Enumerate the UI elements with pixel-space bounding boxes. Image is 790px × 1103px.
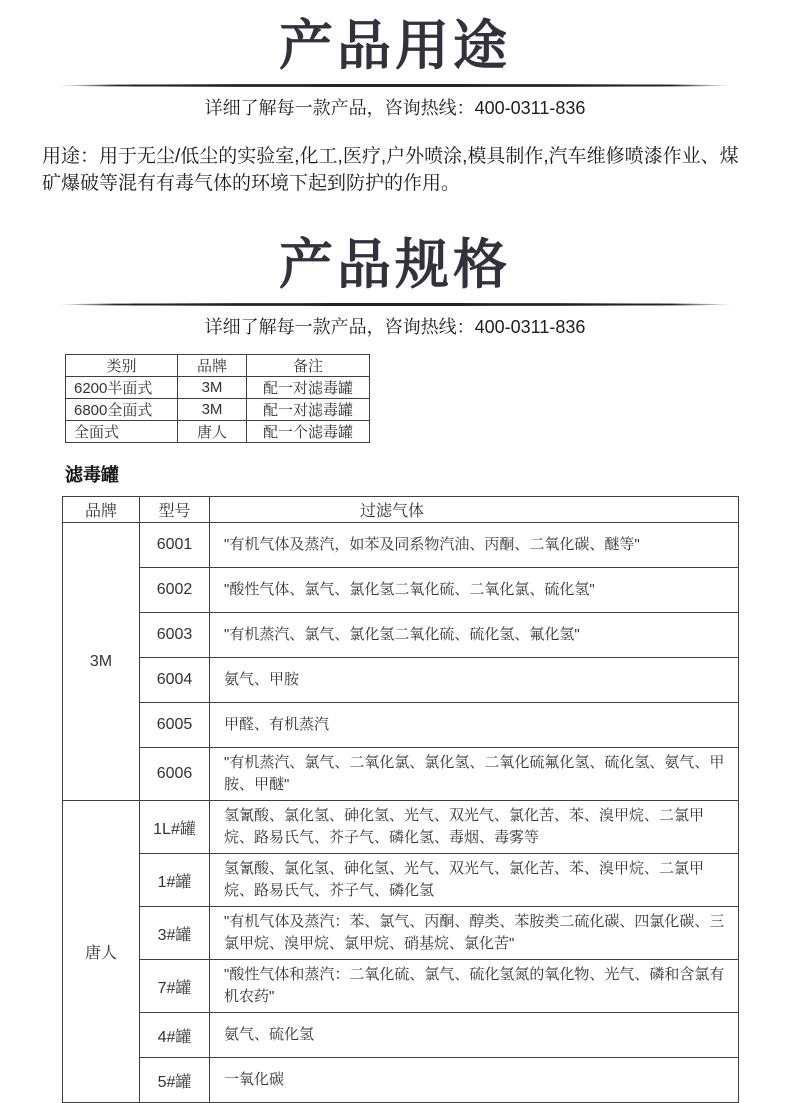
table-header-row bbox=[63, 497, 739, 523]
brand-cell: 唐人 bbox=[63, 801, 140, 1103]
gases-cell: "有机气体及蒸汽，如苯及同系物汽油、丙酮、二氧化碳、醚等" bbox=[210, 523, 739, 568]
model-cell: 6001 bbox=[140, 523, 210, 568]
table-row bbox=[63, 523, 739, 568]
usage-section-title: 产品用途 bbox=[279, 16, 511, 76]
gases-cell: "酸性气体、氯气、氯化氢二氧化硫、二氧化氯、硫化氢" bbox=[210, 568, 739, 613]
header-category: 类别 bbox=[66, 355, 178, 377]
brand-cell: 唐人 bbox=[178, 421, 247, 443]
gases-cell: 一氧化碳 bbox=[210, 1058, 739, 1103]
usage-hotline-text: 详细了解每一款产品，咨询热线：400-0311-836 bbox=[204, 98, 586, 118]
canister-heading: 滤毒罐 bbox=[65, 465, 119, 485]
usage-paragraph: 用途：用于无尘/低尘的实验室,化工,医疗,户外喷涂,模具制作,汽车维修喷漆作业、煤矿爆破等混有有毒气体的环境下起到防护的作用。 bbox=[42, 146, 739, 194]
model-cell: 6004 bbox=[140, 658, 210, 703]
canister-table bbox=[62, 496, 739, 1103]
header-note: 备注 bbox=[247, 355, 370, 377]
gases-cell: 氨气、甲胺 bbox=[210, 658, 739, 703]
model-cell: 7#罐 bbox=[140, 960, 210, 1013]
table-row bbox=[63, 960, 739, 1013]
model-cell: 1#罐 bbox=[140, 854, 210, 907]
model-cell: 1L#罐 bbox=[140, 801, 210, 854]
category-cell: 6200半面式 bbox=[66, 377, 178, 399]
respirator-table bbox=[65, 354, 370, 443]
gases-cell: "酸性气体和蒸汽：二氧化硫、氯气、硫化氢氮的氧化物、光气、磷和含氯有机农药" bbox=[210, 960, 739, 1013]
table-row bbox=[63, 613, 739, 658]
model-cell: 5#罐 bbox=[140, 1058, 210, 1103]
table-row bbox=[66, 377, 370, 399]
model-cell: 6003 bbox=[140, 613, 210, 658]
header-brand: 品牌 bbox=[178, 355, 247, 377]
table-row bbox=[63, 703, 739, 748]
table-row bbox=[63, 1058, 739, 1103]
model-cell: 6002 bbox=[140, 568, 210, 613]
note-cell: 配一对滤毒罐 bbox=[247, 399, 370, 421]
specs-section-title: 产品规格 bbox=[279, 235, 511, 295]
gases-cell: 氢氰酸、氯化氢、砷化氢、光气、双光气、氯化苦、苯、溴甲烷、二氯甲烷、路易氏气、芥子气、磷化氢 bbox=[210, 854, 739, 907]
table-row bbox=[63, 854, 739, 907]
note-cell: 配一个滤毒罐 bbox=[247, 421, 370, 443]
note-cell: 配一对滤毒罐 bbox=[247, 377, 370, 399]
category-cell: 全面式 bbox=[66, 421, 178, 443]
brand-cell: 3M bbox=[63, 523, 140, 801]
header-gases: 过滤气体 bbox=[210, 497, 739, 523]
gases-cell: 氢氰酸、氯化氢、砷化氢、光气、双光气、氯化苦、苯、溴甲烷、二氯甲烷、路易氏气、芥子气、磷化氢、毒烟、毒雾等 bbox=[210, 801, 739, 854]
table-row bbox=[63, 907, 739, 960]
table-row bbox=[63, 658, 739, 703]
table-row bbox=[66, 421, 370, 443]
model-cell: 3#罐 bbox=[140, 907, 210, 960]
gases-cell: 氨气、硫化氢 bbox=[210, 1013, 739, 1058]
table-row bbox=[63, 801, 739, 854]
table-row bbox=[63, 748, 739, 801]
model-cell: 6005 bbox=[140, 703, 210, 748]
gases-cell: "有机蒸汽、氯气、氯化氢二氧化硫、硫化氢、氟化氢" bbox=[210, 613, 739, 658]
brand-cell: 3M bbox=[178, 377, 247, 399]
title-divider bbox=[57, 84, 733, 87]
gases-cell: "有机气体及蒸汽：苯、氯气、丙酮、醇类、苯胺类二硫化碳、四氯化碳、三氯甲烷、溴甲烷、氯甲烷、硝基烷、氯化苦" bbox=[210, 907, 739, 960]
table-header-row bbox=[66, 355, 370, 377]
brand-cell: 3M bbox=[178, 399, 247, 421]
table-row bbox=[63, 1013, 739, 1058]
title-divider bbox=[57, 303, 733, 306]
gases-cell: "有机蒸汽、氯气、二氧化氯、氯化氢、二氧化硫氟化氢、硫化氢、氨气、甲胺、甲醚" bbox=[210, 748, 739, 801]
table-row bbox=[63, 568, 739, 613]
model-cell: 4#罐 bbox=[140, 1013, 210, 1058]
specs-hotline-text: 详细了解每一款产品，咨询热线：400-0311-836 bbox=[204, 317, 586, 337]
header-model: 型号 bbox=[140, 497, 210, 523]
gases-cell: 甲醛、有机蒸汽 bbox=[210, 703, 739, 748]
table-row bbox=[66, 399, 370, 421]
category-cell: 6800全面式 bbox=[66, 399, 178, 421]
header-brand: 品牌 bbox=[63, 497, 140, 523]
model-cell: 6006 bbox=[140, 748, 210, 801]
